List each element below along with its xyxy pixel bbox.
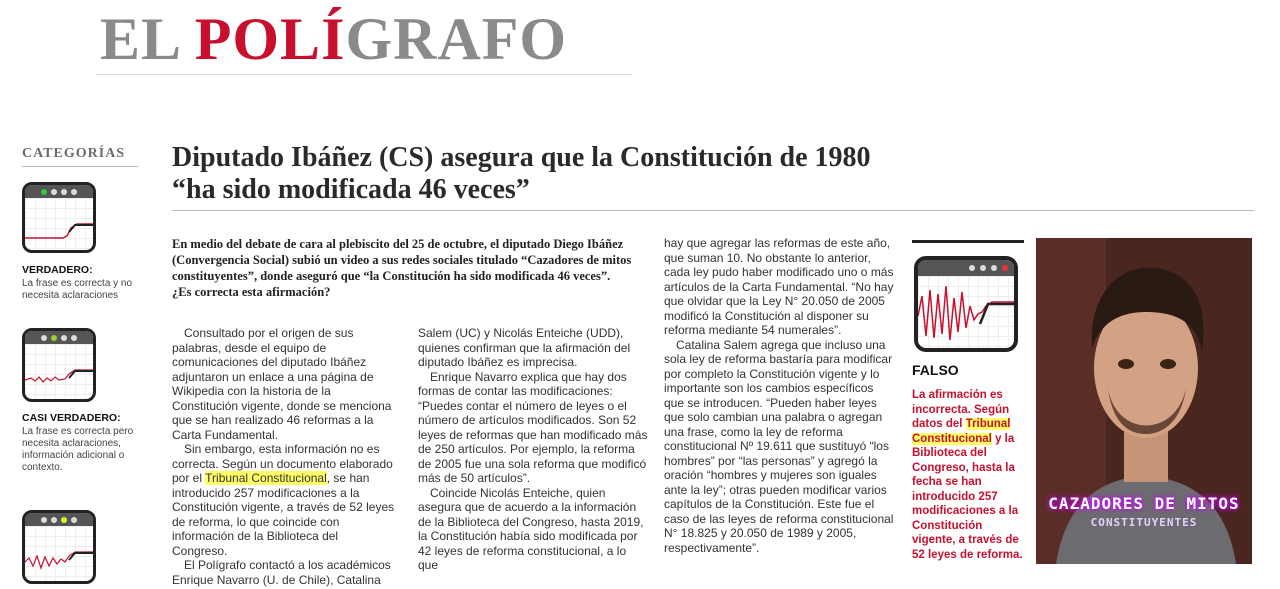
truth-meter-falso-icon: [914, 256, 1018, 352]
verdict-text-b: y la Biblioteca del Congreso, hasta la fecha se han introducido 257 modificaciones a la Constitución vigente, a través de 52 leyes de reforma.: [912, 432, 1023, 561]
col1-paragraph-2: [172, 442, 396, 558]
masthead-part2: POLÍ: [194, 6, 346, 72]
verdict-highlight: Tribunal Constitucional: [912, 418, 1011, 445]
col1-p2-highlight: Tribunal Constitucional: [205, 471, 327, 485]
category-desc-verdadero: La frase es correcta y no necesita aclaraciones: [22, 278, 133, 301]
article-headline: [172, 142, 1252, 206]
categories-divider: [22, 166, 138, 167]
truth-meter-verdadero-icon: [22, 182, 96, 253]
col1-p2-text-a: Sin embargo, esta información no es correcta. Según un documento elaborado por el: [172, 442, 393, 485]
verdict-explanation: [912, 388, 1024, 562]
truth-meter-third-icon: [22, 510, 96, 584]
headline-divider: [172, 210, 1254, 211]
col2-paragraph-1: Salem (UC) y Nicolás Enteiche (UDD), quienes confirman que la afirmación del diputado Ibáñez es imprecisa.: [418, 326, 631, 369]
headline-line1: Diputado Ibáñez (CS) asegura que la Constitución de 1980: [172, 142, 871, 173]
masthead-part3: GRAFO: [345, 6, 568, 72]
video-caption-title: CAZADORES DE MITOS: [1048, 494, 1240, 513]
col3-paragraph-2: Catalina Salem agrega que incluso una sola ley de reforma bastaría para modificar por completo la Constitución vigente y lo importante son los cambios específicos que se introducen. “Pueden haber leyes que solo cambian una palabra o agregan una frase, como la ley de reforma constitucional Nº 19.611 que sustituyó “los hombres” por “las personas” y agregó la oración “hombres y mujeres son iguales ante la ley”; otras pueden modificar varios capítulos de la Constitución. Este fue el caso de las leyes de reforma constitucional N° 18.825 y 20.050 de 1989 y 2005, respectivamente”.: [664, 337, 894, 555]
masthead-part1: EL: [100, 6, 195, 72]
article-column-2: [418, 326, 648, 573]
category-label-casi-verdadero: CASI VERDADERO:: [22, 412, 121, 424]
video-caption-subtitle: CONSTITUYENTES: [1090, 516, 1198, 529]
video-still-image: [1036, 238, 1252, 564]
category-desc-casi-verdadero: La frase es correcta pero necesita aclaraciones, información adicional o contexto.: [22, 426, 134, 473]
article-column-1: [172, 326, 396, 587]
col2-paragraph-3: Coincide Nicolás Enteiche, quien asegura que de acuerdo a la información de la Biblioteca del Congreso, hasta 2019, la Constitución había sido modificada por 42 leyes de reforma constitucional, a lo que: [418, 485, 644, 572]
truth-meter-casi-verdadero-icon: [22, 328, 96, 402]
col3-paragraph-1: hay que agregar las reformas de este año, que suman 10. No obstante lo anterior, cada ley pudo haber modificado uno o más artículos de la Carta Fundamental. “No hay que olvidar que la Ley N° 20.050 de 2005 modificó la Constitución al disponer su reforma mediante 54 numerales”.: [664, 236, 894, 337]
headline-line2: “ha sido modificada 46 veces”: [172, 174, 530, 205]
col1-paragraph-3: El Polígrafo contactó a los académicos Enrique Navarro (U. de Chile), Catalina: [172, 558, 391, 587]
verdict-divider: [912, 240, 1024, 243]
lead-text: En medio del debate de cara al plebiscito del 25 de octubre, el diputado Diego Ibáñez (Convergencia Social) subió un video a sus redes sociales titulado “Cazadores de mitos constituyentes”, donde aseguró que “la Constitución ha sido modificada 46 veces”.: [172, 237, 632, 283]
verdict-text-a: La afirmación es incorrecta. Según datos del: [912, 389, 1010, 430]
categories-title: CATEGORÍAS: [22, 146, 126, 161]
col1-p2-text-b: , se han introducido 257 modificaciones a la Constitución vigente, a través de 52 leyes de reforma, lo que coincide con información de la Biblioteca del Congreso.: [172, 471, 395, 558]
col1-paragraph-1: Consultado por el origen de sus palabras, desde el equipo de comunicaciones del diputado Ibáñez adjuntaron un enlace a una página de Wikipedia con la historia de la Constitución vigente, donde se menciona que se han realizado 46 reformas a la Carta Fundamental.: [172, 326, 392, 442]
masthead-divider: [96, 74, 632, 75]
article-lead: [172, 236, 652, 300]
verdict-label: FALSO: [912, 362, 959, 378]
lead-question: ¿Es correcta esta afirmación?: [172, 285, 331, 299]
col2-paragraph-2: Enrique Navarro explica que hay dos formas de contar las modificaciones: “Puedes contar el número de leyes o el número de artículos modificados. Son 52 leyes de reformas que han modificado más de 250 artículos. Por ejemplo, la reforma de 2005 fue una sola reforma que modificó más de 50 artículos”.: [418, 369, 648, 485]
masthead-logo: [100, 6, 567, 72]
article-column-3: [664, 236, 894, 555]
category-label-verdadero: VERDADERO:: [22, 264, 93, 276]
